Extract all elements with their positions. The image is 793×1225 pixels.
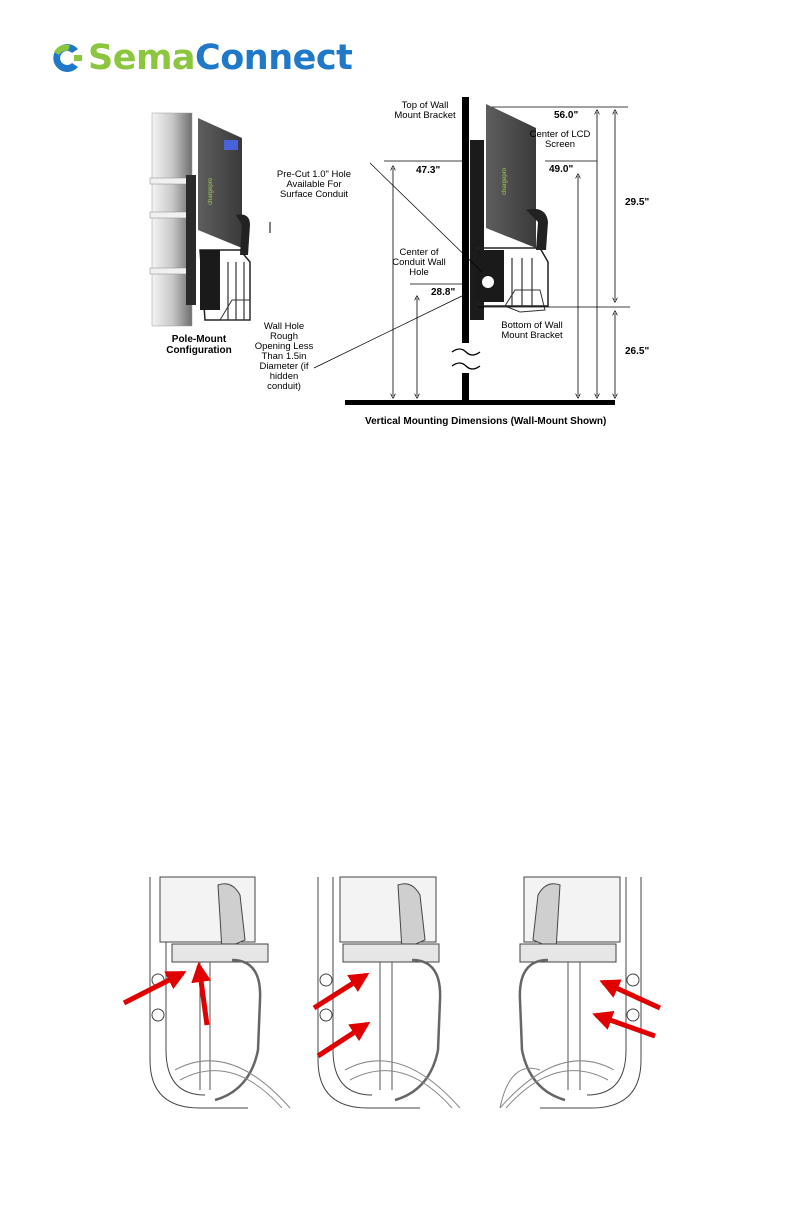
bracket-panel-left [150, 877, 290, 1108]
red-arrows-middle [314, 975, 367, 1056]
logo-text-sema: Sema [88, 37, 196, 78]
pole-mount-caption: Pole-Mount Configuration [166, 334, 232, 356]
dim-26-5: 26.5" [625, 346, 650, 357]
label-lcd-center: Center of LCD Screen [529, 129, 591, 150]
label-wall-hole: Wall Hole Rough Opening Less Than 1.5in Diameter (if hidden conduit) [254, 321, 314, 392]
label-precut-hole: Pre-Cut 1.0" Hole Available For Surface Conduit [276, 169, 352, 200]
label-bottom-bracket: Bottom of Wall Mount Bracket [501, 320, 563, 341]
bracket-panel-right [500, 877, 641, 1108]
dim-47-3: 47.3" [416, 165, 441, 176]
logo-text-connect: Connect [195, 37, 353, 78]
label-top-bracket: Top of Wall Mount Bracket [394, 100, 456, 121]
label-conduit-center: Center of Conduit Wall Hole [392, 247, 446, 278]
wall-mount-caption: Vertical Mounting Dimensions (Wall-Mount Shown) [365, 416, 607, 427]
dim-29-5: 29.5" [625, 197, 650, 208]
dim-49: 49.0" [549, 164, 574, 175]
red-arrows-right [596, 982, 660, 1036]
dim-28-8: 28.8" [431, 287, 456, 298]
svg-text:chargepro: chargepro [208, 177, 214, 205]
dim-56: 56.0" [554, 110, 579, 121]
svg-text:chargepro: chargepro [502, 167, 508, 195]
